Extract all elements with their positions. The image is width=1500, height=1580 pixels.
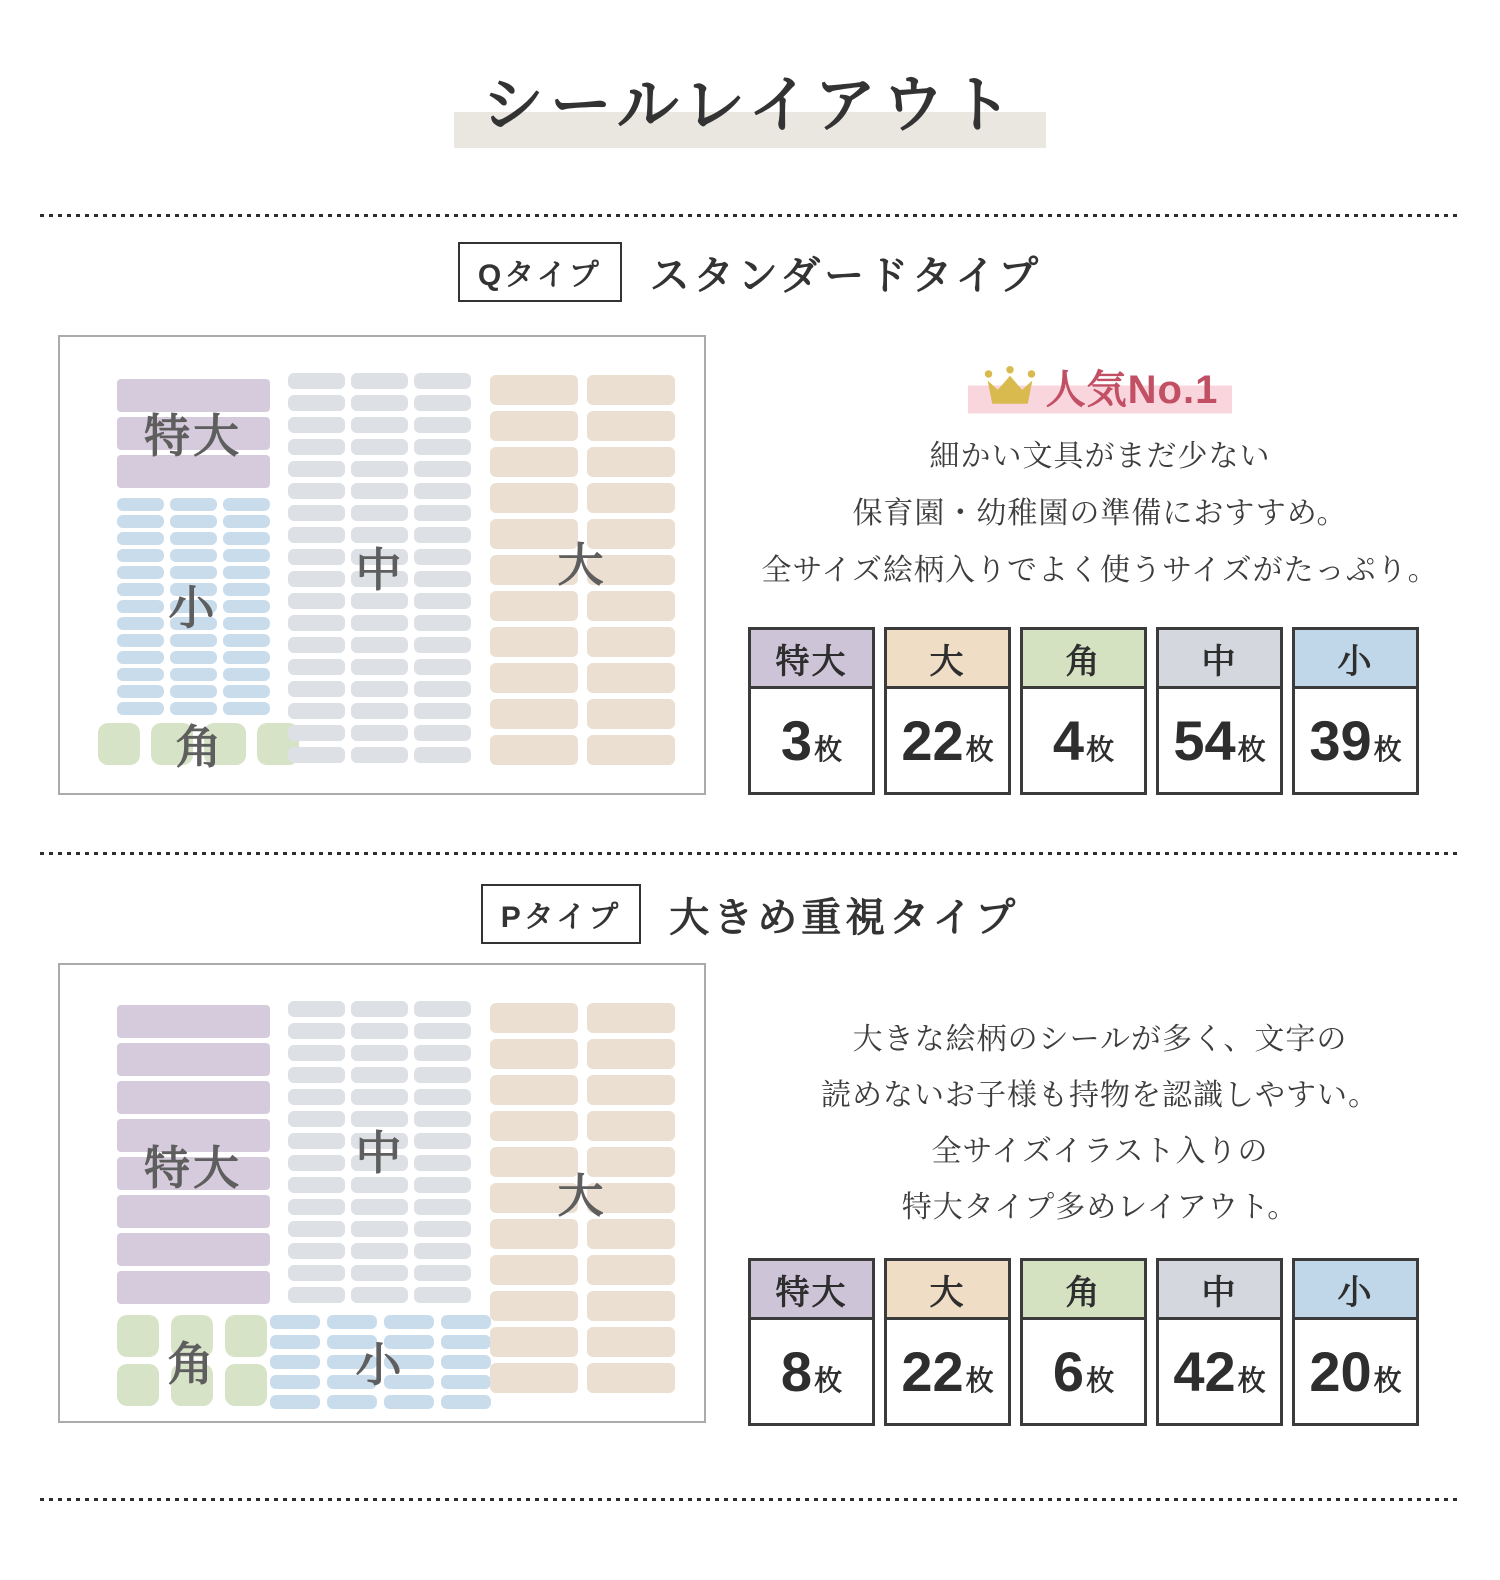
size-header xyxy=(1023,630,1144,689)
sticker-cell-s xyxy=(117,583,164,596)
p-type-label: Pタイプ xyxy=(481,884,642,944)
sticker-cell-xl xyxy=(117,1005,270,1038)
size-count: 3 枚 xyxy=(780,709,843,772)
sticker-cell-m xyxy=(414,1089,471,1105)
diagram-size-label: 大 xyxy=(557,1170,607,1222)
sticker-cell-s xyxy=(117,532,164,545)
q-type-label: Qタイプ xyxy=(458,242,622,302)
sticker-cell-m xyxy=(351,461,408,477)
sticker-cell-m xyxy=(414,1265,471,1281)
sticker-cell-l xyxy=(587,1327,675,1357)
sticker-cell-m xyxy=(288,681,345,697)
sticker-cell-l xyxy=(490,483,578,513)
sticker-cell-l xyxy=(587,375,675,405)
size-count: 4 枚 xyxy=(1052,709,1115,772)
sticker-cell-l xyxy=(490,699,578,729)
page-title: シールレイアウト xyxy=(454,58,1046,154)
size-name: 特大 xyxy=(775,642,848,681)
sticker-cell-m xyxy=(288,637,345,653)
q-description xyxy=(740,428,1460,599)
size-count: 8 枚 xyxy=(780,1340,843,1403)
sticker-cell-kaku xyxy=(117,1315,159,1357)
sticker-cell-m xyxy=(414,571,471,587)
sticker-cell-m xyxy=(288,527,345,543)
sticker-cell-xl xyxy=(117,1233,270,1266)
sticker-cell-s xyxy=(170,498,217,511)
sticker-cell-m xyxy=(351,681,408,697)
size-header xyxy=(751,630,872,689)
sticker-cell-m xyxy=(351,395,408,411)
sticker-cell-s xyxy=(117,566,164,579)
sticker-cell-m xyxy=(288,1177,345,1193)
size-name: 小 xyxy=(1337,1273,1374,1312)
sticker-cell-m xyxy=(414,439,471,455)
sticker-cell-m xyxy=(288,1023,345,1039)
size-name: 角 xyxy=(1065,1273,1102,1312)
sticker-cell-m xyxy=(414,395,471,411)
sticker-cell-l xyxy=(587,1111,675,1141)
sticker-cell-m xyxy=(351,659,408,675)
popularity-badge-inner xyxy=(968,358,1233,415)
sticker-cell-s xyxy=(223,600,270,613)
sticker-cell-l xyxy=(587,1039,675,1069)
popularity-badge xyxy=(740,358,1460,415)
sticker-cell-s xyxy=(270,1395,320,1409)
size-name: 中 xyxy=(1201,1273,1238,1312)
sticker-cell-s xyxy=(223,668,270,681)
sticker-cell-s xyxy=(441,1375,491,1389)
sticker-cell-l xyxy=(490,663,578,693)
sticker-cell-l xyxy=(490,1291,578,1321)
sticker-cell-l xyxy=(490,1003,578,1033)
sticker-cell-m xyxy=(414,1177,471,1193)
sticker-cell-m xyxy=(414,461,471,477)
sticker-cell-l xyxy=(490,1327,578,1357)
sticker-cell-l xyxy=(587,627,675,657)
sticker-cell-s xyxy=(441,1315,491,1329)
sticker-cell-m xyxy=(288,1001,345,1017)
sticker-cell-l xyxy=(490,411,578,441)
size-name: 大 xyxy=(929,1273,966,1312)
sticker-cell-l xyxy=(587,411,675,441)
sticker-cell-s xyxy=(117,549,164,562)
sticker-cell-l xyxy=(587,1255,675,1285)
size-count: 54 枚 xyxy=(1173,709,1266,772)
sticker-cell-s xyxy=(223,532,270,545)
sticker-cell-l xyxy=(587,591,675,621)
sticker-cell-s xyxy=(117,668,164,681)
sticker-cell-s xyxy=(223,617,270,630)
sticker-cell-m xyxy=(351,1067,408,1083)
sticker-cell-m xyxy=(351,505,408,521)
sticker-cell-m xyxy=(351,747,408,763)
sticker-cell-m xyxy=(414,1221,471,1237)
sticker-cell-s xyxy=(270,1315,320,1329)
sticker-cell-s xyxy=(117,634,164,647)
sticker-cell-m xyxy=(288,1265,345,1281)
sticker-cell-m xyxy=(414,1023,471,1039)
sticker-cell-s xyxy=(170,651,217,664)
table-cell-l xyxy=(884,1258,1011,1426)
size-count: 39 枚 xyxy=(1309,709,1402,772)
sticker-cell-m xyxy=(288,1155,345,1171)
diagram-size-label: 中 xyxy=(355,544,405,596)
sticker-cell-s xyxy=(170,532,217,545)
sticker-cell-s xyxy=(223,566,270,579)
size-count: 20 枚 xyxy=(1309,1340,1402,1403)
sticker-cell-s xyxy=(223,583,270,596)
diagram-size-label: 小 xyxy=(168,582,218,634)
sticker-cell-m xyxy=(288,505,345,521)
size-header xyxy=(887,1261,1008,1320)
diagram-size-label: 角 xyxy=(175,721,225,773)
q-size-table xyxy=(748,627,1419,795)
p-layout-diagram xyxy=(58,963,706,1423)
sticker-cell-kaku xyxy=(225,1364,267,1406)
sticker-cell-s xyxy=(441,1395,491,1409)
dotted-divider xyxy=(40,1498,1460,1501)
sticker-cell-m xyxy=(414,505,471,521)
sticker-cell-s xyxy=(170,549,217,562)
sticker-cell-m xyxy=(288,593,345,609)
sticker-cell-l xyxy=(490,1111,578,1141)
sticker-cell-s xyxy=(223,651,270,664)
sticker-cell-l xyxy=(587,447,675,477)
sticker-cell-s xyxy=(384,1395,434,1409)
size-name: 小 xyxy=(1337,642,1374,681)
sticker-cell-s xyxy=(170,668,217,681)
q-description-line: 全サイズ絵柄入りでよく使うサイズがたっぷり。 xyxy=(761,554,1439,587)
sticker-cell-s xyxy=(223,498,270,511)
sticker-cell-l xyxy=(587,1363,675,1393)
sticker-cell-xl xyxy=(117,1271,270,1304)
sticker-cell-l xyxy=(587,1003,675,1033)
sticker-cell-s xyxy=(117,702,164,715)
sticker-cell-l xyxy=(490,1075,578,1105)
sticker-cell-m xyxy=(414,1199,471,1215)
sticker-cell-s xyxy=(223,702,270,715)
badge-text: 人気No.1 xyxy=(1045,368,1219,412)
sticker-cell-m xyxy=(288,483,345,499)
sticker-cell-m xyxy=(414,1001,471,1017)
sticker-cell-kaku xyxy=(98,723,140,765)
table-cell-m xyxy=(1156,1258,1283,1426)
sticker-cell-m xyxy=(414,1045,471,1061)
q-section-header xyxy=(0,242,1500,302)
sticker-cell-m xyxy=(414,1243,471,1259)
sticker-cell-m xyxy=(351,1287,408,1303)
sticker-cell-s xyxy=(223,634,270,647)
sticker-cell-l xyxy=(490,1039,578,1069)
diagram-size-label: 特大 xyxy=(144,1142,242,1194)
sticker-cell-m xyxy=(288,549,345,565)
sticker-cell-m xyxy=(351,703,408,719)
diagram-size-label: 角 xyxy=(167,1338,217,1390)
sticker-cell-m xyxy=(414,747,471,763)
sticker-cell-m xyxy=(288,461,345,477)
sticker-cell-s xyxy=(223,515,270,528)
sticker-cell-m xyxy=(351,1001,408,1017)
sticker-cell-l xyxy=(587,1075,675,1105)
sticker-cell-l xyxy=(587,699,675,729)
sticker-cell-l xyxy=(490,447,578,477)
sticker-cell-m xyxy=(414,549,471,565)
size-name: 角 xyxy=(1065,642,1102,681)
size-count: 42 枚 xyxy=(1173,1340,1266,1403)
sticker-cell-m xyxy=(414,637,471,653)
sticker-cell-m xyxy=(288,703,345,719)
size-header xyxy=(887,630,1008,689)
sticker-cell-m xyxy=(288,1133,345,1149)
q-description-line: 保育園・幼稚園の準備におすすめ。 xyxy=(852,497,1348,530)
page-title-wrap xyxy=(0,58,1500,154)
sticker-cell-xl xyxy=(117,1195,270,1228)
size-header xyxy=(1295,630,1416,689)
sticker-cell-s xyxy=(117,651,164,664)
size-header xyxy=(1295,1261,1416,1320)
sticker-cell-l xyxy=(490,591,578,621)
size-header xyxy=(1159,630,1280,689)
sticker-cell-l xyxy=(587,663,675,693)
diagram-size-label: 小 xyxy=(355,1339,405,1391)
sticker-cell-s xyxy=(441,1355,491,1369)
sticker-cell-m xyxy=(414,659,471,675)
q-type-name: スタンダードタイプ xyxy=(649,253,1043,298)
sticker-cell-m xyxy=(351,1243,408,1259)
sticker-cell-m xyxy=(288,1111,345,1127)
sticker-cell-m xyxy=(288,1045,345,1061)
sticker-cell-l xyxy=(587,735,675,765)
sticker-cell-m xyxy=(351,637,408,653)
sticker-cell-xl xyxy=(117,1081,270,1114)
sticker-cell-m xyxy=(351,1265,408,1281)
sticker-cell-m xyxy=(351,725,408,741)
dotted-divider xyxy=(40,214,1460,217)
diagram-size-label: 中 xyxy=(355,1127,405,1179)
sticker-cell-s xyxy=(327,1315,377,1329)
p-size-table xyxy=(748,1258,1419,1426)
sticker-cell-m xyxy=(414,373,471,389)
sticker-cell-m xyxy=(288,439,345,455)
table-cell-l xyxy=(884,627,1011,795)
sticker-cell-s xyxy=(117,617,164,630)
sticker-cell-l xyxy=(490,1363,578,1393)
sticker-cell-s xyxy=(327,1395,377,1409)
sticker-cell-m xyxy=(414,1133,471,1149)
sticker-cell-l xyxy=(490,375,578,405)
table-cell-kaku xyxy=(1020,1258,1147,1426)
size-header xyxy=(1023,1261,1144,1320)
dotted-divider xyxy=(40,852,1460,855)
table-cell-s xyxy=(1292,627,1419,795)
diagram-size-label: 大 xyxy=(557,539,607,591)
p-section-header xyxy=(0,884,1500,944)
size-name: 中 xyxy=(1201,642,1238,681)
table-cell-kaku xyxy=(1020,627,1147,795)
sticker-cell-l xyxy=(490,627,578,657)
sticker-cell-m xyxy=(351,1023,408,1039)
sticker-cell-m xyxy=(288,373,345,389)
sticker-cell-s xyxy=(441,1335,491,1349)
sticker-cell-m xyxy=(288,1287,345,1303)
sticker-cell-m xyxy=(288,1199,345,1215)
sticker-cell-s xyxy=(270,1375,320,1389)
sticker-cell-l xyxy=(490,1255,578,1285)
size-header xyxy=(1159,1261,1280,1320)
sticker-cell-s xyxy=(384,1315,434,1329)
sticker-cell-l xyxy=(587,483,675,513)
sticker-cell-m xyxy=(414,417,471,433)
sticker-cell-m xyxy=(414,725,471,741)
sticker-cell-m xyxy=(414,703,471,719)
sticker-cell-l xyxy=(587,1291,675,1321)
sticker-cell-m xyxy=(414,1067,471,1083)
sticker-cell-m xyxy=(351,1089,408,1105)
sticker-cell-s xyxy=(270,1355,320,1369)
table-cell-m xyxy=(1156,627,1283,795)
sticker-cell-m xyxy=(414,483,471,499)
p-description-line: 特大タイプ多めレイアウト。 xyxy=(901,1191,1299,1224)
sticker-cell-l xyxy=(490,735,578,765)
sticker-cell-m xyxy=(351,1199,408,1215)
q-description-line: 細かい文具がまだ少ない xyxy=(929,440,1271,473)
sticker-cell-m xyxy=(414,1111,471,1127)
sticker-cell-m xyxy=(351,373,408,389)
sticker-cell-m xyxy=(351,1045,408,1061)
size-name: 大 xyxy=(929,642,966,681)
size-header xyxy=(751,1261,872,1320)
sticker-cell-m xyxy=(414,527,471,543)
sticker-cell-s xyxy=(117,498,164,511)
q-layout-diagram xyxy=(58,335,706,795)
table-cell-xl xyxy=(748,627,875,795)
sticker-cell-m xyxy=(414,615,471,631)
sticker-cell-m xyxy=(288,571,345,587)
sticker-cell-s xyxy=(117,600,164,613)
table-cell-s xyxy=(1292,1258,1419,1426)
sticker-cell-xl xyxy=(117,1043,270,1076)
sticker-cell-m xyxy=(288,417,345,433)
sticker-cell-m xyxy=(414,1155,471,1171)
sticker-cell-m xyxy=(414,1287,471,1303)
p-description-line: 大きな絵柄のシールが多く、文字の xyxy=(852,1023,1348,1056)
sticker-cell-m xyxy=(288,1067,345,1083)
sticker-cell-m xyxy=(288,1221,345,1237)
sticker-cell-m xyxy=(288,395,345,411)
sticker-cell-m xyxy=(351,439,408,455)
sticker-cell-s xyxy=(117,685,164,698)
sticker-cell-m xyxy=(288,1243,345,1259)
sticker-cell-kaku xyxy=(117,1364,159,1406)
size-count: 6 枚 xyxy=(1052,1340,1115,1403)
sticker-cell-m xyxy=(288,1089,345,1105)
p-type-name: 大きめ重視タイプ xyxy=(669,895,1020,940)
sticker-cell-m xyxy=(351,615,408,631)
size-count: 22 枚 xyxy=(901,1340,994,1403)
sticker-cell-s xyxy=(117,515,164,528)
table-cell-xl xyxy=(748,1258,875,1426)
diagram-size-label: 特大 xyxy=(144,410,242,462)
sticker-cell-m xyxy=(414,593,471,609)
sticker-cell-s xyxy=(270,1335,320,1349)
sticker-cell-m xyxy=(351,1221,408,1237)
size-name: 特大 xyxy=(775,1273,848,1312)
p-description xyxy=(740,1012,1460,1236)
crown-icon xyxy=(982,365,1038,409)
p-description-line: 読めないお子様も持物を認識しやすい。 xyxy=(821,1079,1379,1112)
sticker-cell-m xyxy=(288,747,345,763)
sticker-cell-m xyxy=(288,659,345,675)
sticker-cell-s xyxy=(223,549,270,562)
sticker-cell-s xyxy=(223,685,270,698)
sticker-cell-kaku xyxy=(225,1315,267,1357)
sticker-cell-m xyxy=(288,725,345,741)
sticker-cell-m xyxy=(288,615,345,631)
sticker-cell-m xyxy=(351,417,408,433)
p-description-line: 全サイズイラスト入りの xyxy=(931,1135,1269,1168)
sticker-cell-s xyxy=(170,685,217,698)
sticker-cell-s xyxy=(170,515,217,528)
size-count: 22 枚 xyxy=(901,709,994,772)
sticker-cell-m xyxy=(414,681,471,697)
sticker-cell-m xyxy=(351,483,408,499)
